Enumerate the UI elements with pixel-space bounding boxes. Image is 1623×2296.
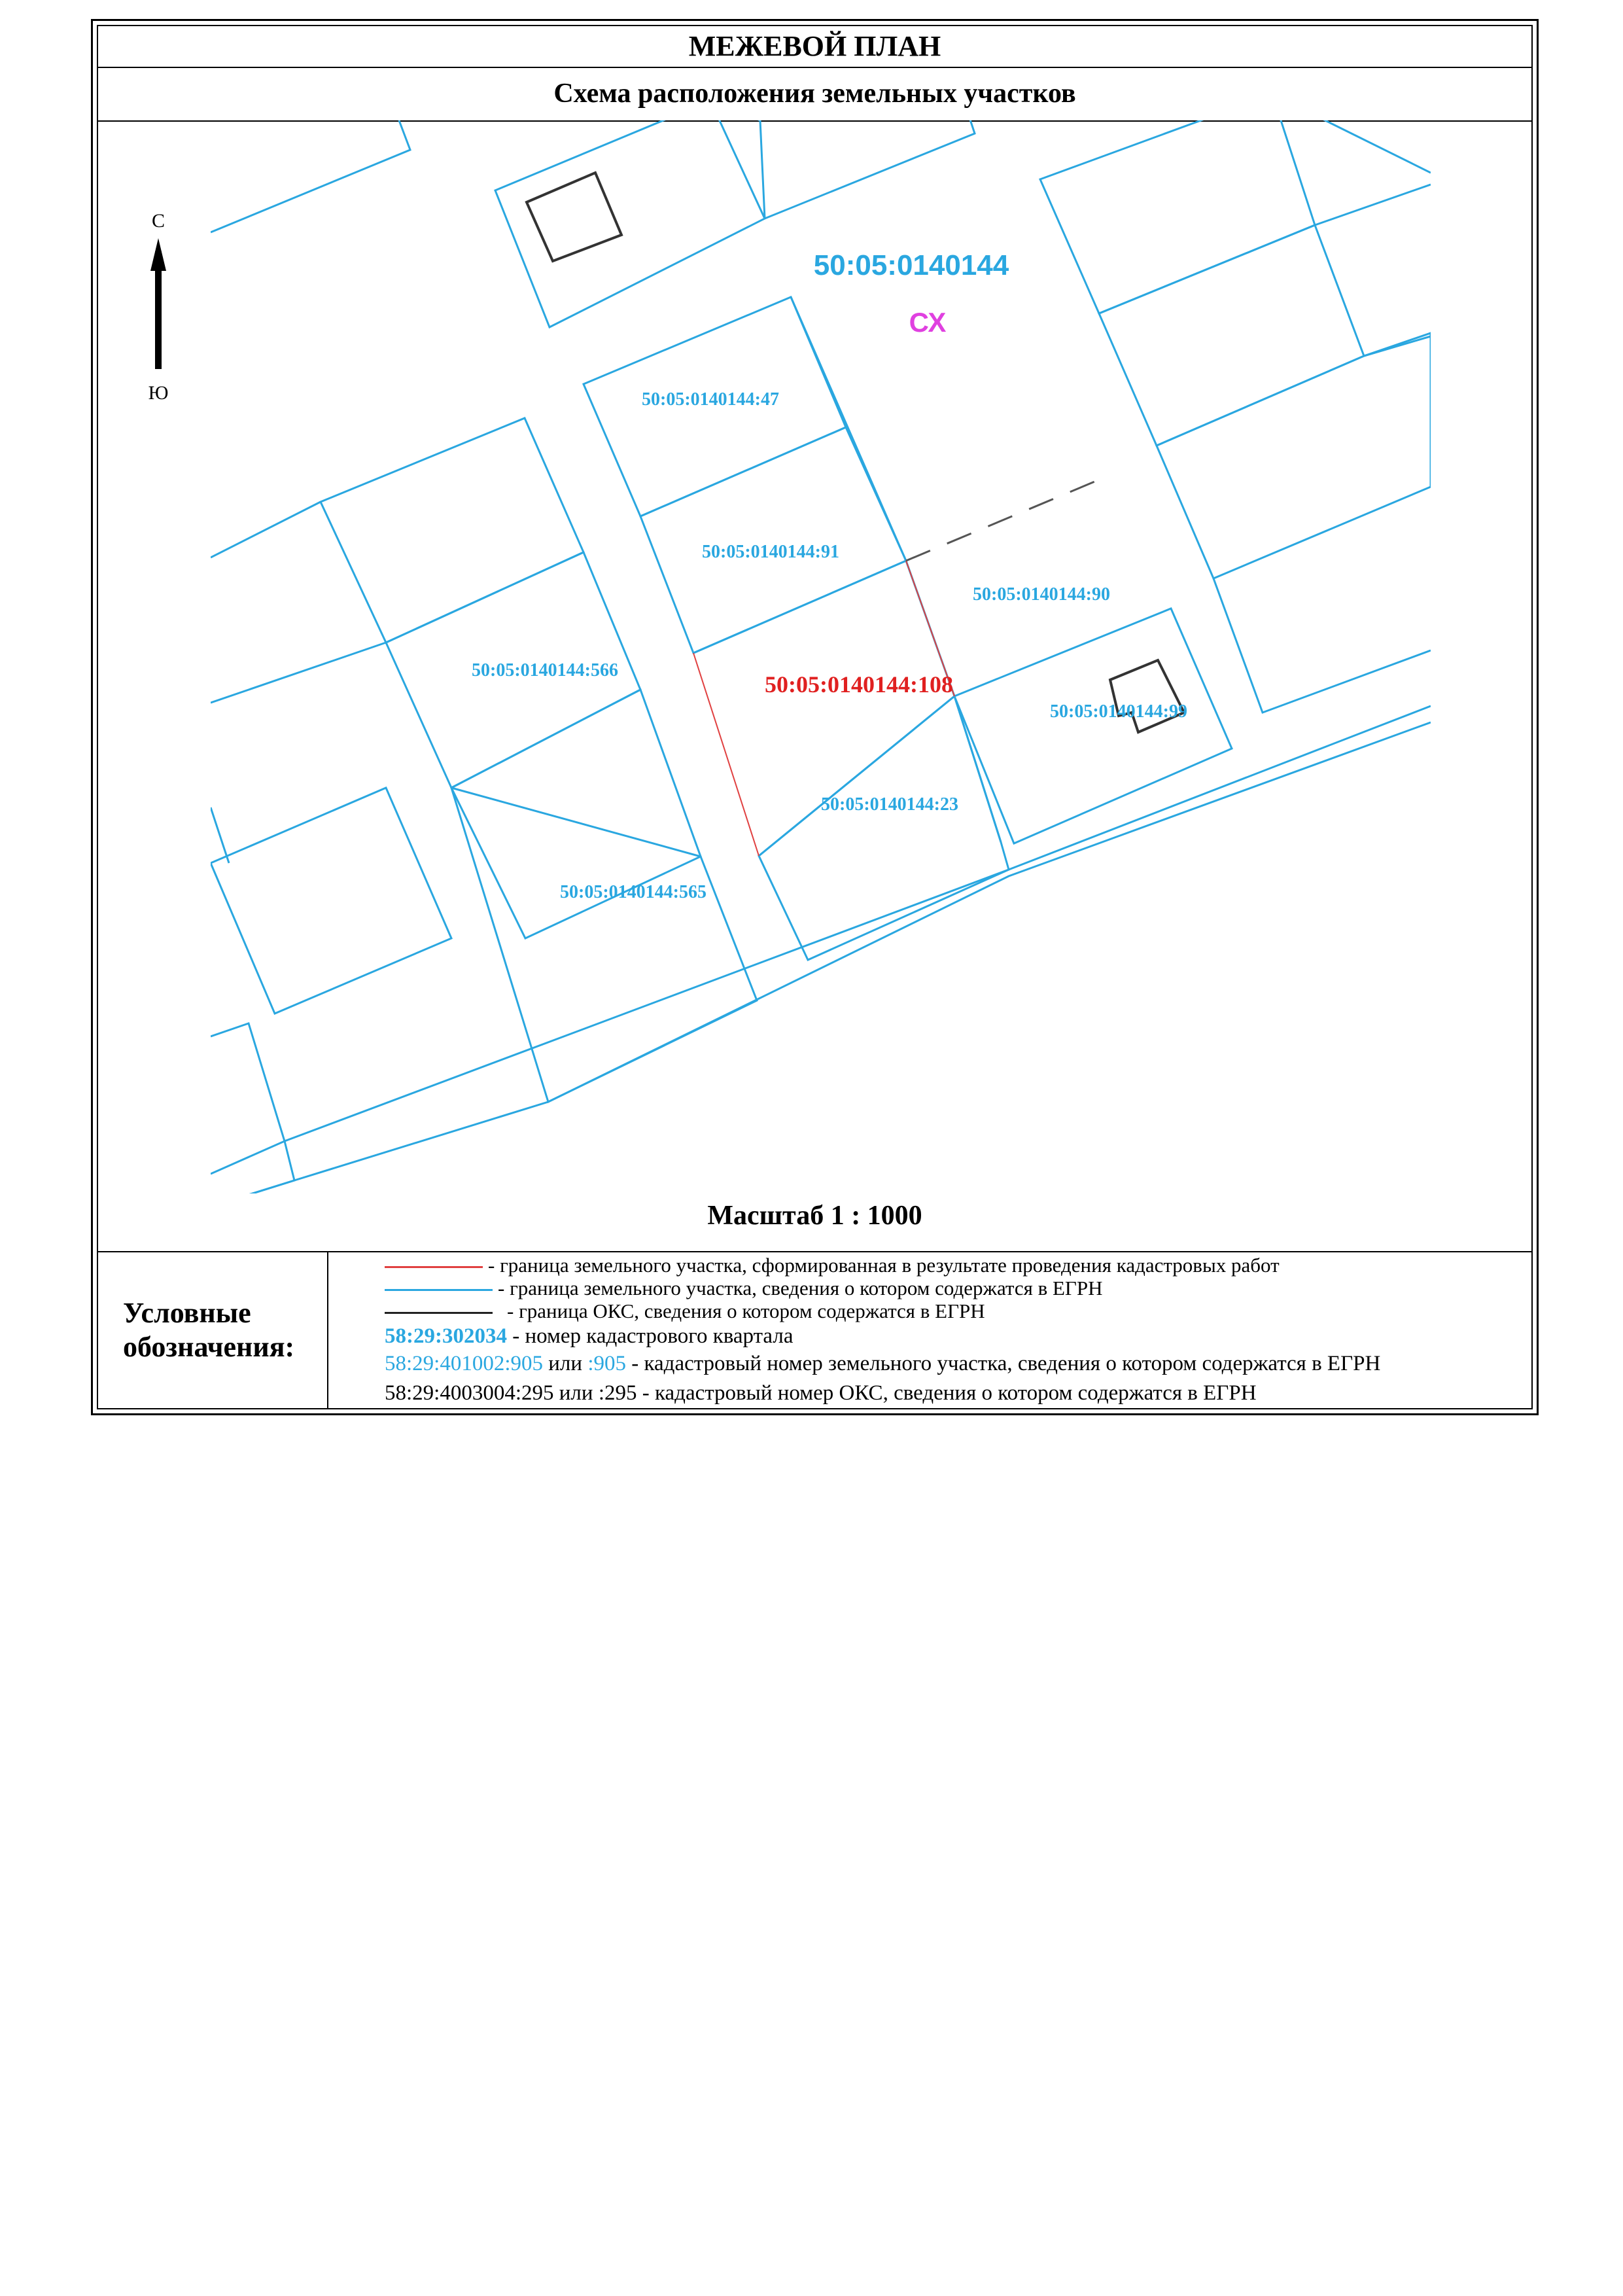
- black-line-swatch: [385, 1312, 493, 1314]
- legend-heading: [98, 1252, 328, 1408]
- road-boundary: [211, 706, 1431, 1207]
- north-arrow-icon: [150, 238, 166, 369]
- document-title: МЕЖЕВОЙ ПЛАН: [98, 26, 1531, 68]
- building-outline-top: [527, 173, 621, 261]
- quarter-number-label: 50:05:0140144: [813, 249, 1009, 281]
- zone-label: СХ: [909, 307, 947, 338]
- cadastral-map: [98, 120, 1531, 1252]
- parcel-label-565: 50:05:0140144:565: [560, 882, 707, 902]
- compass-north: С: [151, 210, 166, 232]
- parcel-label-91: 50:05:0140144:91: [702, 542, 839, 562]
- parcel-label-23: 50:05:0140144:23: [821, 794, 958, 815]
- parcel-label-566: 50:05:0140144:566: [472, 660, 618, 680]
- parcel-boundary-top-center: [710, 120, 975, 219]
- legend-items: [340, 1254, 1525, 1408]
- parcel-label-99: 50:05:0140144:99: [1050, 701, 1187, 722]
- legend-heading-line2: обозначения:: [123, 1331, 295, 1363]
- scheme-subtitle: Схема расположения земельных участков: [98, 67, 1531, 122]
- parcel-boundary-top-left: [211, 120, 410, 232]
- parcel-boundary-565: [451, 788, 757, 1102]
- red-line-swatch: [385, 1266, 483, 1268]
- parcel-boundary-right-block: [1040, 120, 1431, 713]
- legend-item-building-boundary: - граница ОКС, сведения о котором содержатся в ЕГРН: [340, 1299, 985, 1323]
- scale-label: Масштаб 1 : 1000: [707, 1201, 922, 1231]
- boundary-plan-sheet: [91, 19, 1539, 1415]
- parcel-boundary-566: [211, 418, 701, 938]
- parcel-label-47: 50:05:0140144:47: [642, 389, 779, 410]
- legend-item-quarter-number: 58:29:302034 - номер кадастрового квартала: [385, 1324, 794, 1348]
- legend-heading-line1: Условные: [123, 1297, 251, 1329]
- legend: [98, 1252, 1531, 1408]
- map-canvas: [98, 120, 1531, 1251]
- legend-item-existing-boundary: - граница земельного участка, сведения о котором содержатся в ЕГРН: [340, 1277, 1102, 1300]
- compass-south: Ю: [148, 382, 169, 404]
- parcel-boundary-99: [954, 609, 1232, 843]
- legend-item-oks-number: 58:29:4003004:295 или :295 - кадастровый номер ОКС, сведения о котором содержатся в ЕГРН: [385, 1381, 1257, 1405]
- blue-line-swatch: [385, 1289, 493, 1291]
- legend-item-parcel-number: 58:29:401002:905 или :905 - кадастровый номер земельного участка, сведения о котором содержатся в ЕГРН: [385, 1352, 1381, 1375]
- parcel-label-108: 50:05:0140144:108: [765, 671, 953, 698]
- parcel-boundary-90: [791, 297, 1001, 842]
- legend-item-formed-boundary: - граница земельного участка, сформированная в результате проведения кадастровых работ: [340, 1254, 1280, 1277]
- dashed-boundary: [906, 477, 1106, 561]
- parcel-label-90: 50:05:0140144:90: [973, 584, 1110, 605]
- parcel-boundary-left-column: [211, 788, 451, 1014]
